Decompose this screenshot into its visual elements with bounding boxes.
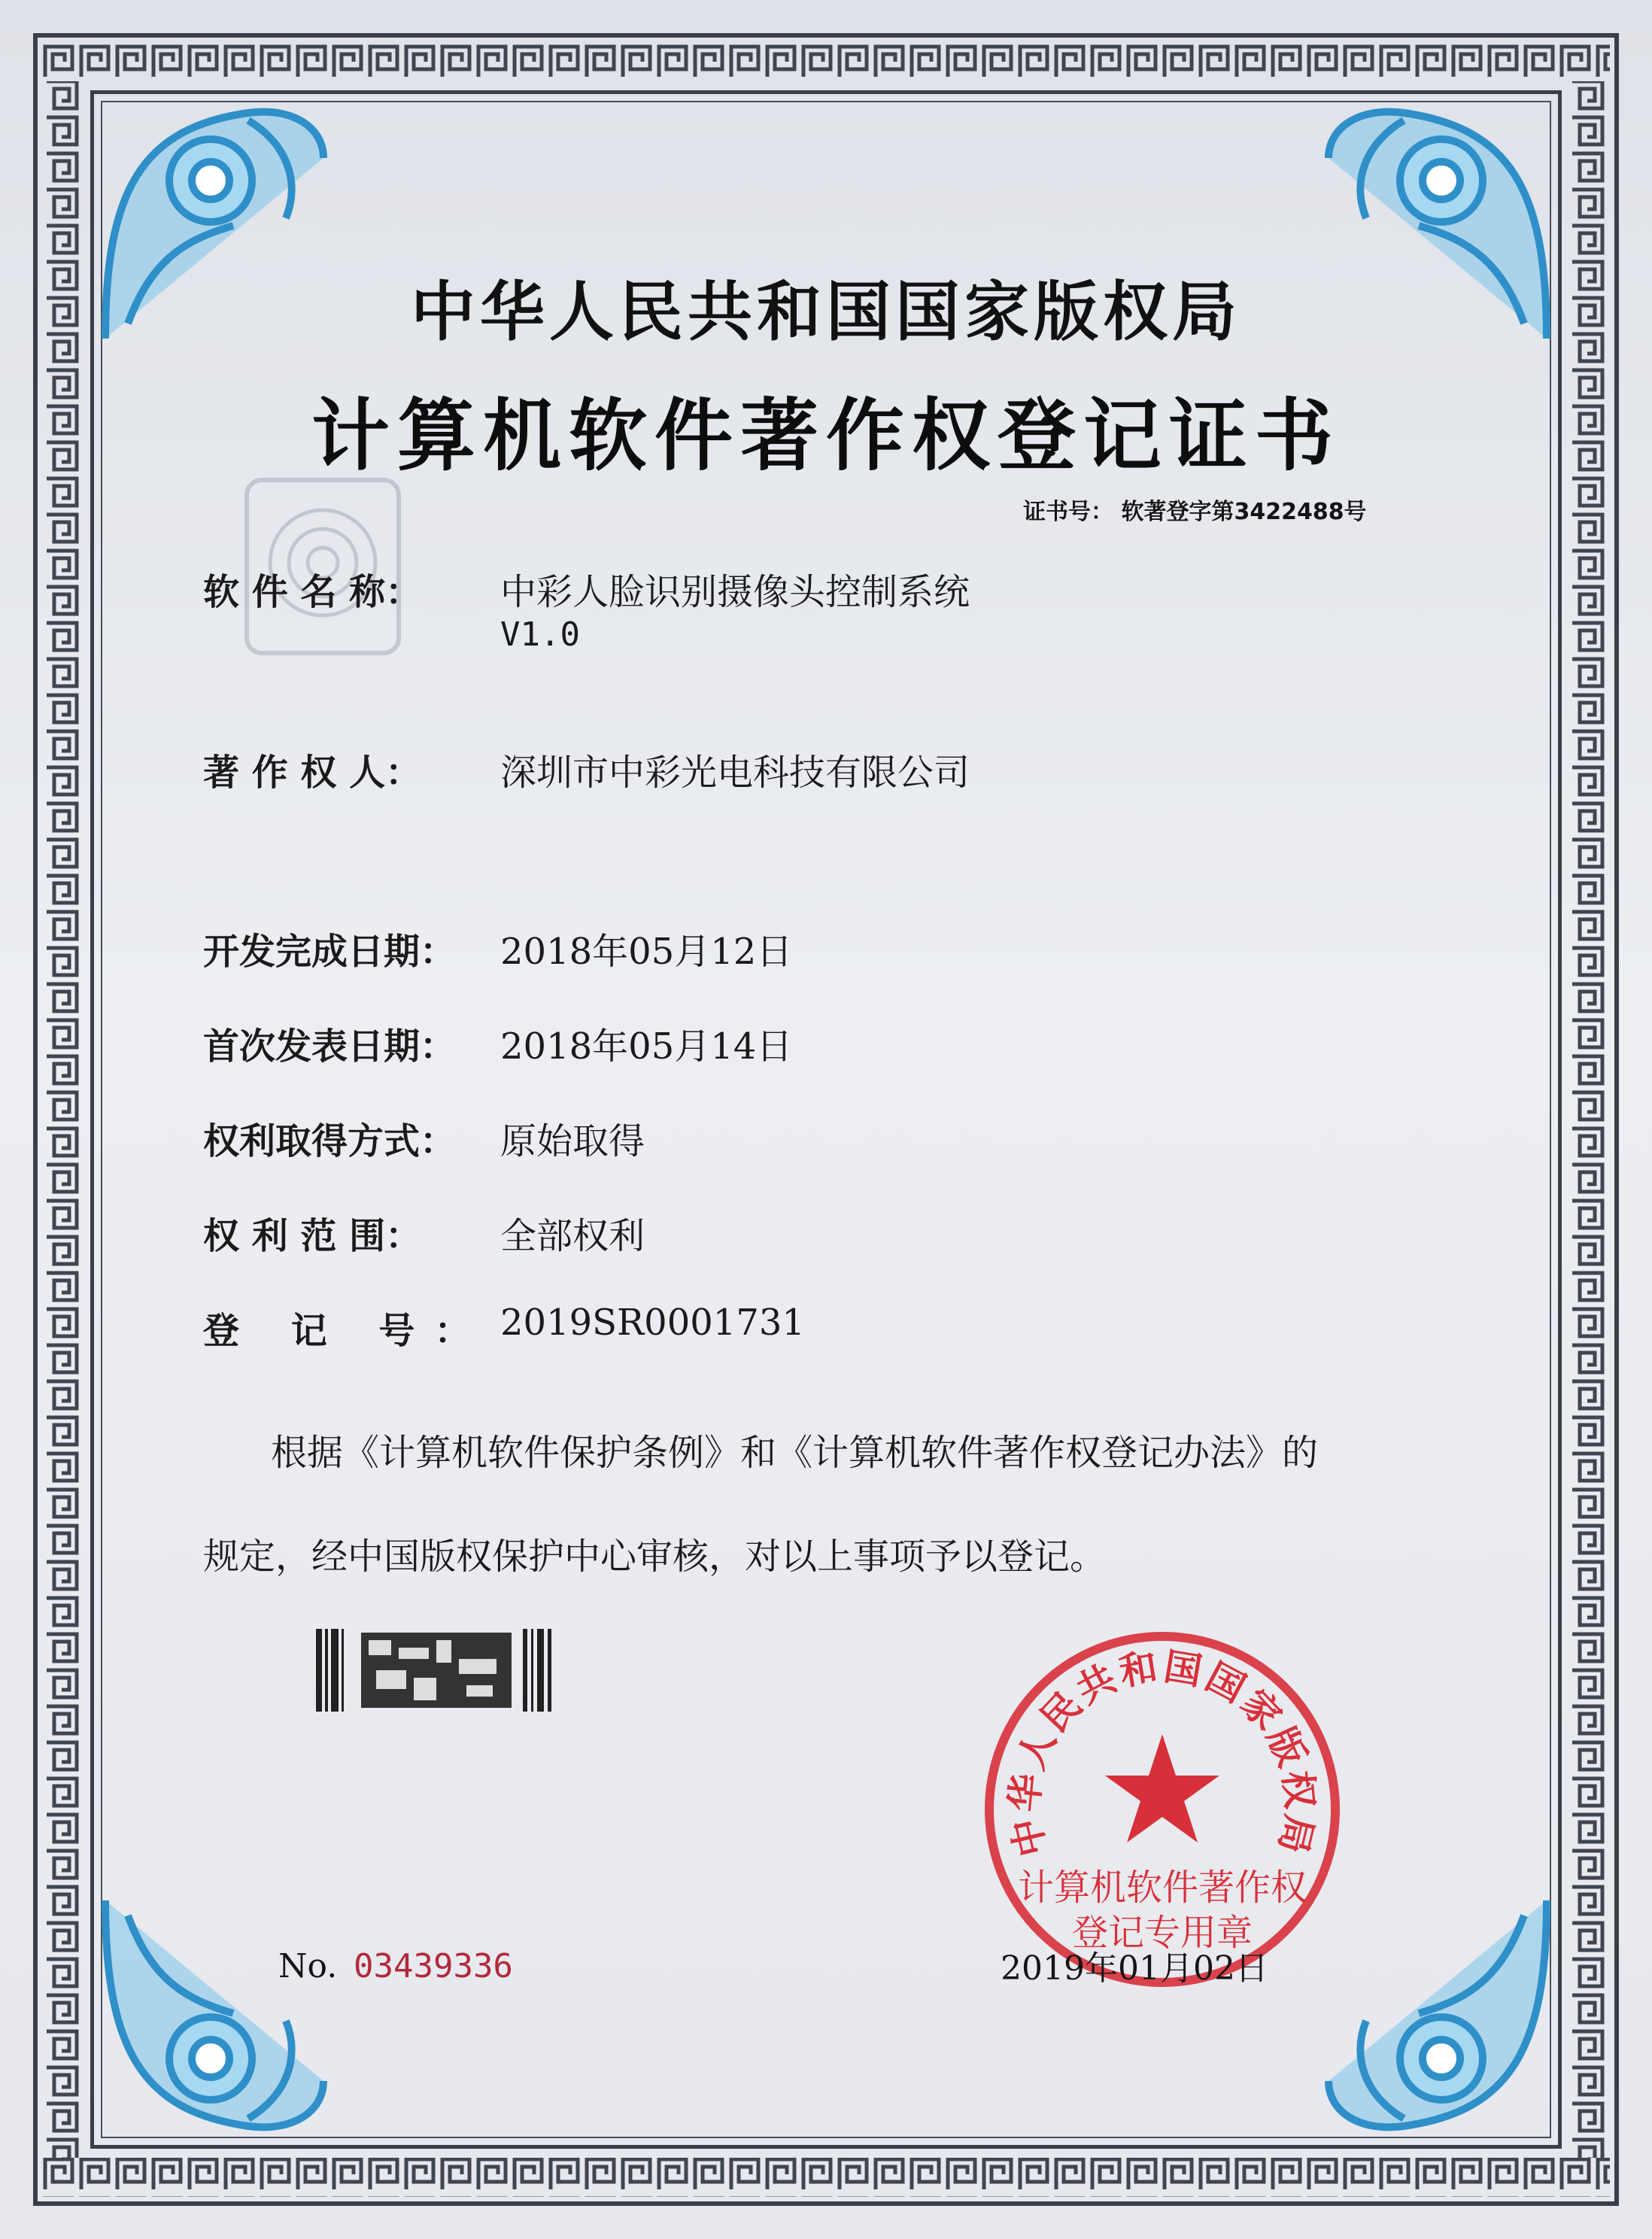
issue-date: 2019年01月02日 [1001, 1949, 1268, 1988]
statement-line-2: 规定，经中国版权保护中心审核，对以上事项予以登记。 [203, 1536, 1107, 1578]
seal-text-line-2: 登记专用章 [1071, 1912, 1253, 1954]
field-value-software-name: 中彩人脸识别摄像头控制系统 [500, 571, 970, 613]
serial-number-label: No. [278, 1947, 338, 1985]
seal-text-line-1: 计算机软件著作权 [1017, 1867, 1307, 1909]
field-label-first-publication-date: 首次发表日期： [203, 1025, 457, 1068]
field-label-registration-number: 登 记 号： [203, 1310, 490, 1352]
field-value-completion-date: 2018年05月12日 [500, 931, 793, 973]
field-value-copyright-owner: 深圳市中彩光电科技有限公司 [500, 752, 970, 794]
field-label-copyright-owner: 著 作 权 人： [203, 752, 422, 794]
certificate-title: 计算机软件著作权登记证书 [311, 390, 1341, 482]
field-label-software-name: 软 件 名 称： [203, 571, 422, 613]
field-value-registration-number: 2019SR0001731 [500, 1302, 805, 1344]
certificate-number: 证书号： 软著登字第3422488号 [1023, 499, 1367, 525]
field-value-rights-scope: 全部权利 [500, 1215, 645, 1257]
serial-number-value: 03439336 [354, 1947, 513, 1985]
corner-ornament-bottom-left [98, 1893, 346, 2141]
field-value-acquisition-method: 原始取得 [500, 1120, 645, 1162]
issuing-authority-title: 中华人民共和国国家版权局 [411, 275, 1241, 350]
field-label-rights-scope: 权 利 范 围： [203, 1215, 422, 1257]
field-value-software-version: V1.0 [500, 615, 580, 654]
field-label-completion-date: 开发完成日期： [203, 931, 457, 973]
barcode-image [316, 1629, 557, 1712]
statement-line-1: 根据《计算机软件保护条例》和《计算机软件著作权登记办法》的 [271, 1432, 1319, 1474]
seal-ring-text: 中华人民共和国国家版权局 [1002, 1644, 1323, 1861]
field-label-acquisition-method: 权利取得方式： [203, 1120, 457, 1162]
field-value-first-publication-date: 2018年05月14日 [500, 1025, 793, 1068]
